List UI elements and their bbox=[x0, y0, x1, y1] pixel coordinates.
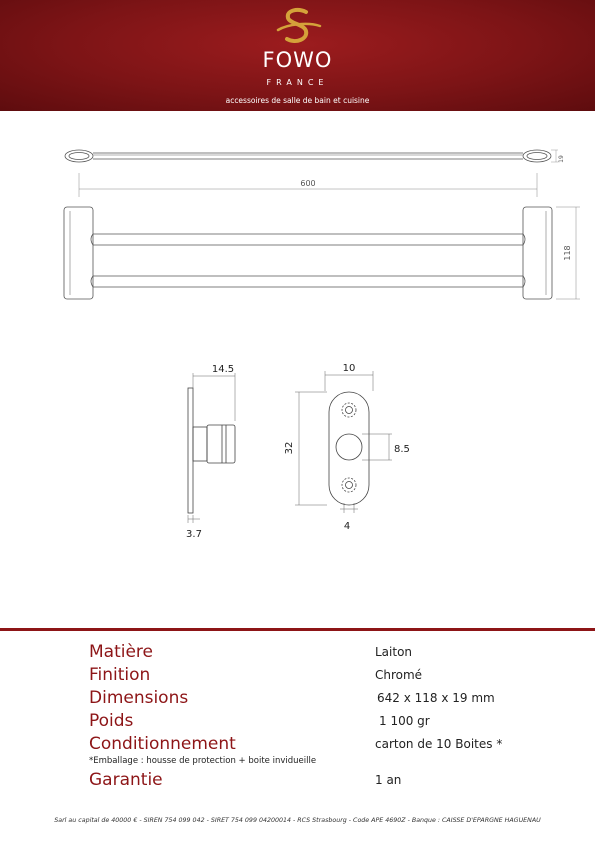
header-banner bbox=[0, 0, 595, 111]
spec-value: 642 x 118 x 19 mm bbox=[377, 691, 495, 705]
bracket-width-dim-label: 10 bbox=[342, 363, 356, 374]
technical-drawing bbox=[0, 111, 595, 626]
brand-name: FOWO bbox=[262, 48, 333, 72]
spec-row-poids bbox=[0, 711, 595, 733]
spec-row-conditionnement bbox=[0, 734, 595, 756]
spec-value: Laiton bbox=[375, 645, 413, 659]
fowo-logo-icon bbox=[272, 6, 324, 50]
plate-thickness-dim-label: 3.7 bbox=[186, 529, 202, 540]
top-view bbox=[65, 150, 558, 162]
spec-value: carton de 10 Boites * bbox=[375, 737, 503, 751]
depth-dim-label: 19 bbox=[558, 155, 565, 163]
spec-label: Dimensions bbox=[89, 688, 189, 708]
spec-row-matiere bbox=[0, 642, 595, 664]
company-legal-footer: Sarl au capital de 40000 € - SIREN 754 099 042 - SIRET 754 099 04200014 - RCS Strasbourg - Code APE 4690Z - Banque : CAISSE D'EPARGNE HAGUENAU bbox=[54, 817, 541, 824]
spec-row-finition bbox=[0, 665, 595, 687]
spec-row-garantie bbox=[0, 770, 595, 792]
spec-label: Finition bbox=[89, 665, 151, 685]
front-view bbox=[64, 207, 552, 299]
spec-row-dimensions bbox=[0, 688, 595, 710]
spec-value: 1 100 gr bbox=[379, 714, 430, 728]
bracket-height-dim-label: 32 bbox=[284, 441, 295, 455]
width-dim-label: 600 bbox=[300, 179, 316, 188]
spec-label: Poids bbox=[89, 711, 134, 731]
hole-dim-label: 8.5 bbox=[394, 444, 410, 455]
spec-label: Matière bbox=[89, 642, 154, 662]
spec-value: Chromé bbox=[375, 668, 423, 682]
packaging-note: *Emballage : housse de protection + boite invidueille bbox=[89, 756, 317, 766]
height-dim-label: 118 bbox=[563, 245, 572, 261]
brand-country: FRANCE bbox=[266, 78, 329, 87]
offset-dim-label: 4 bbox=[343, 521, 351, 532]
side-view bbox=[188, 388, 235, 513]
spec-value: 1 an bbox=[375, 773, 402, 787]
section-divider bbox=[0, 628, 595, 631]
bracket-view bbox=[329, 392, 369, 505]
brand-tagline: accessoires de salle de bain et cuisine bbox=[225, 96, 370, 105]
spec-label: Conditionnement bbox=[89, 734, 236, 754]
spec-label: Garantie bbox=[89, 770, 163, 790]
side-depth-dim-label: 14.5 bbox=[211, 364, 235, 375]
